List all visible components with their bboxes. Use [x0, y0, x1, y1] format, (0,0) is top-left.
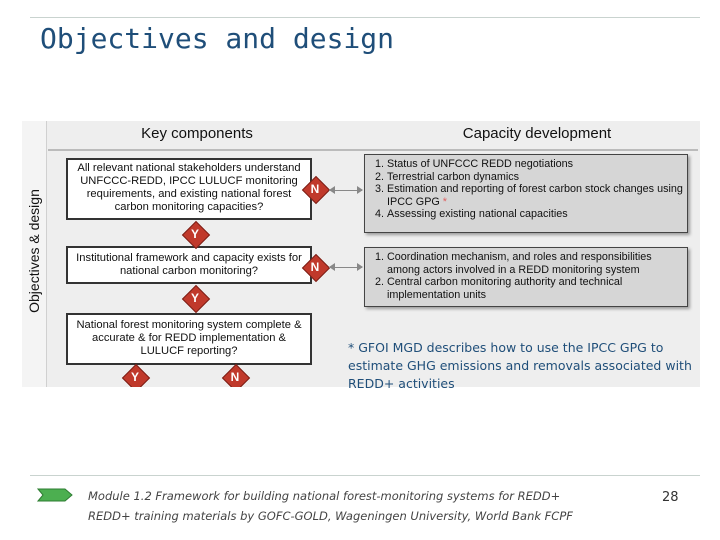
header-divider: [48, 149, 698, 151]
no-label: N: [310, 182, 320, 196]
footer-credits-line: REDD+ training materials by GOFC-GOLD, Wageningen University, World Bank FCPF: [88, 509, 573, 523]
capacity-item: 1. Status of UNFCCC REDD negotiations: [387, 158, 683, 171]
arrowhead-left: [329, 186, 335, 194]
bottom-divider: [30, 475, 700, 476]
yes-label: Y: [130, 370, 139, 384]
green-arrow-icon: [37, 487, 73, 503]
question-box-stakeholders: All relevant national stakeholders understand UNFCCC-REDD, IPCC LULUCF monitoring requirements, and existing national forest carbon monitoring capacities?: [66, 158, 312, 220]
question-box-institutional: Institutional framework and capacity exists for national carbon monitoring?: [66, 246, 312, 284]
capacity-item: 2. Terrestrial carbon dynamics: [387, 171, 683, 184]
no-diamond-1: [302, 176, 328, 202]
header-key-components: Key components: [141, 125, 253, 142]
arrowhead-right: [357, 186, 363, 194]
arrowhead-left: [329, 263, 335, 271]
arrowhead-right: [357, 263, 363, 271]
question-box-monitoring-system: National forest monitoring system complete & accurate & for REDD implementation & LULUCF reporting?: [66, 313, 312, 365]
page-number: 28: [662, 490, 679, 505]
no-diamond-3: [222, 364, 248, 387]
yes-diamond-1: [182, 221, 208, 247]
top-divider: [30, 17, 700, 18]
side-label: Objectives & design: [26, 189, 42, 313]
no-label: N: [230, 370, 240, 384]
footnote-mark: *: [442, 195, 447, 208]
footnote-text: * GFOI MGD describes how to use the IPCC GPG to estimate GHG emissions and removals associated with REDD+ activities: [348, 340, 692, 391]
footer-module-line: Module 1.2 Framework for building national forest-monitoring systems for REDD+: [88, 489, 561, 503]
side-bar: [22, 121, 47, 387]
yes-label: Y: [190, 227, 199, 241]
capacity-item: 1. Coordination mechanism, and roles and responsibilities among actors involved in a REDD monitoring system: [387, 251, 683, 276]
yes-diamond-3: [122, 364, 148, 387]
no-label: N: [310, 260, 320, 274]
capacity-panel-1: [364, 154, 688, 233]
capacity-item: 2. Central carbon monitoring authority and technical implementation units: [387, 276, 683, 301]
capacity-panel-2: [364, 247, 688, 307]
capacity-item: 4. Assessing existing national capacities: [387, 208, 683, 221]
page-title: Objectives and design: [40, 22, 395, 55]
capacity-item-text: Estimation and reporting of forest carbon stock changes using IPCC GPG: [387, 183, 683, 208]
yes-label: Y: [190, 291, 199, 305]
yes-diamond-2: [182, 285, 208, 311]
no-diamond-2: [302, 254, 328, 280]
header-capacity-development: Capacity development: [462, 125, 612, 142]
capacity-item: [387, 183, 683, 208]
